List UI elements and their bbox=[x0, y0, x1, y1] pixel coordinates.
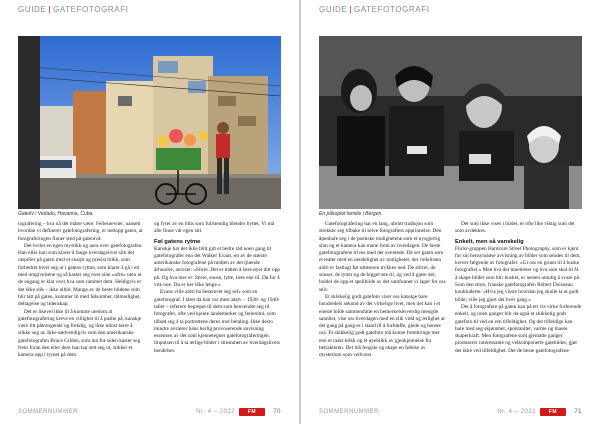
article-columns bbox=[18, 221, 281, 407]
footer-section: SOMMERNUMMER bbox=[18, 409, 78, 415]
paragraph: Kanskje har det ikke blitt gitt et bedre råd noen gang til gatefotografer enn det Walker Evans, en av de største amerikanske fotografene på midten av det tjuende århundre, anviste: «Stirre. Det er måten å lære øyet ditt opp på. Og hva mer er: Stirre, snuse, lytte, lære ene til. Dø for å vite noe. Du er her ikke lenge.» bbox=[154, 245, 280, 289]
column-2 bbox=[154, 221, 281, 407]
paragraph: Det er likevel ikke til å komme utenom at gatefotografering kreve en villighet til å pushe på, kanskje være litt påtrengende og frekdig, og ikke minst tørre å stikke seg ut. Ikke nødvendigvis som den amerikanske gatefotografen Bruce Gilden, som inn fra siden kaster seg frem foran den eller dem han har sett seg ut, stikker et kamera opp i trynet på dem bbox=[18, 308, 142, 359]
footer-section: SOMMERNUMMER bbox=[319, 409, 379, 415]
left-page bbox=[0, 0, 299, 424]
header-section: GUIDE bbox=[18, 5, 47, 14]
paragraph: Flickr-gruppen Hardcore Street Photography, som er kjent for sin hensynsløse avvisning av bilder som sendes til dem, krever følgende av fotografer: «Gi oss en grunn til å huske fotografiet.» Men hva det innebærer og hva som skal til få å skape bilder som blir husket, er nesten umulig å svare på. Som den store, franske gatefotografen Robert Doisneau konkluderte: «Hvis jeg visste hvordan jeg skulle ta et godt bilde, ville jeg gjort det hver gang.» bbox=[455, 245, 581, 303]
header-title: GATEFOTOGRAFI bbox=[354, 5, 430, 14]
header-separator: | bbox=[349, 5, 353, 14]
header-title: GATEFOTOGRAFI bbox=[53, 5, 129, 14]
paragraph: Det hviler en egen mystikk og aura over gatefotografen. Han eller hun som klarer å fange hverdagslivet slik det utspiller på gaten med et skarpt og presist blikk, som forbedret hiver seg ut i gatens rytme, som klarer å gå i ett med omgivelsene og så kaster seg over sine «ofre» uten at de engang er klar over hva som rammet dem. Heldigvis er det ikke slik – ikke alltid. Mange av de beste bildene som blir tatt på gaten, kommer til med følsomhet, tålmodighet, deltagelse og lidenskap. bbox=[18, 242, 143, 308]
page-number: 71 bbox=[574, 409, 582, 415]
havana-street-vendor-photo bbox=[18, 36, 281, 209]
fm-fotografi-logo: FM FOTOGRAFI bbox=[540, 409, 574, 423]
page-header bbox=[319, 5, 430, 14]
paragraph: Et skikkelig godt gatefoto viser oss kanskje bare hundredels sekund av det virkelige livet, men det kan i et eneste bilde sammenfatte en bemerkelsesverdig mengde sannhet, vise oss hverdagen med en slik vidd og ærlighet at det gang på gang er i stand til å forbløffe, glede og berøre oss. Et skikkelig godt gatefoto må kunne frembringe mer enn et raskt blikk og et øyeblikk av gjenkjennelse fra betrakteren. Det må fengsle og skape en følelse av mysterium som vedvarer. bbox=[319, 293, 445, 359]
fm-fotografi-logo: FM FOTOGRAFI bbox=[239, 409, 273, 423]
header-separator: | bbox=[48, 5, 52, 14]
page-footer bbox=[319, 408, 582, 423]
article-columns bbox=[319, 221, 582, 407]
subheading: Føl gatens rytme bbox=[154, 238, 201, 245]
header-section: GUIDE bbox=[319, 5, 348, 14]
subheading: Enkelt, men så vanskelig bbox=[455, 238, 524, 245]
column-1 bbox=[319, 221, 446, 407]
page-number: 70 bbox=[273, 409, 281, 415]
right-page bbox=[301, 0, 600, 424]
paragraph: Gatefotografering har en lang, ubrutt tradisjon som strekker seg tilbake til selve fotografiets opprinnelse. Den åpenbare seg i de poetiske mulighetene som et nysgjerrig sinn og et kamera kan mane frem av hverdagen. De beste gatefotografene trives med det uventede. De ser gaten som et teater med en uendelighet av muligheter, der rollelisten aldri er fastlagt før utløseren trykkes ned. De stirrer, de snuser, de lytter og de legger øre til, og ved å gjøre det, holder de opp et speilbilde av det samfunnet vi lager for oss selv. bbox=[319, 221, 446, 293]
footer-issue: Nr. 4 – 2022 bbox=[497, 409, 536, 415]
paragraph: Evans ville aldri ha beskrevet seg selv som en gatefotograf. I tåret da han var mest aktiv – 1930- og 1940-tallet – referere begrepet til dem som henvendte seg til fotografer, ofte ved kjente landemerker og ferieréml, som tilbød seg å ta portrettene deres mot betaling. Ikke desto mindre avslører hans herlig provoserende anvisning essensen av det som kjennetegner gatefotograferingen: Impulsen til å ta ærlige bilder i strømmen av hverdagslivets hendelser. bbox=[154, 289, 281, 354]
footer-issue: Nr. 4 – 2022 bbox=[196, 409, 235, 415]
paragraph: Det å fotografere på gaten kan på ett vis virke forferende enkelt, og noen ganger blir da også et skikkelig godt gatefoto til ved en ren tilfeldighet. Og det tilfeldige kan bare med seg skjønnhet, spontanitet, varme og masse skaperkraft. Men fotografene som gjentatte ganger produserer interessante og velkomponerte gatebilder, gjør det ikke ved tilfeldighet. Det de beste gatefotografene bbox=[455, 303, 582, 354]
paragraph: og fyrer av en blits som fullstendig blender byttet. Vi må alle finne vår egen stil. bbox=[154, 221, 275, 235]
page-footer bbox=[18, 408, 281, 423]
column-2 bbox=[455, 221, 582, 407]
photo-caption: En påkoplet familie i Bergen. bbox=[319, 211, 383, 217]
paragraph: tografering – hva nå det måtte være. Fellesnevner, uansett hvordan vi definerer gatefotografering, er nettopp gaten, at fotograferingen finner sted på gatenivå. bbox=[18, 221, 143, 242]
paragraph: Det som ikke vises i bildet, er ofte like viktig som det som avdekkes. bbox=[455, 221, 575, 235]
photo-caption: Gatelív i Vedado, Havanna, Cuba. bbox=[18, 211, 94, 217]
column-1 bbox=[18, 221, 145, 407]
bergen-family-bw-photo bbox=[319, 36, 582, 209]
page-header bbox=[18, 5, 129, 14]
